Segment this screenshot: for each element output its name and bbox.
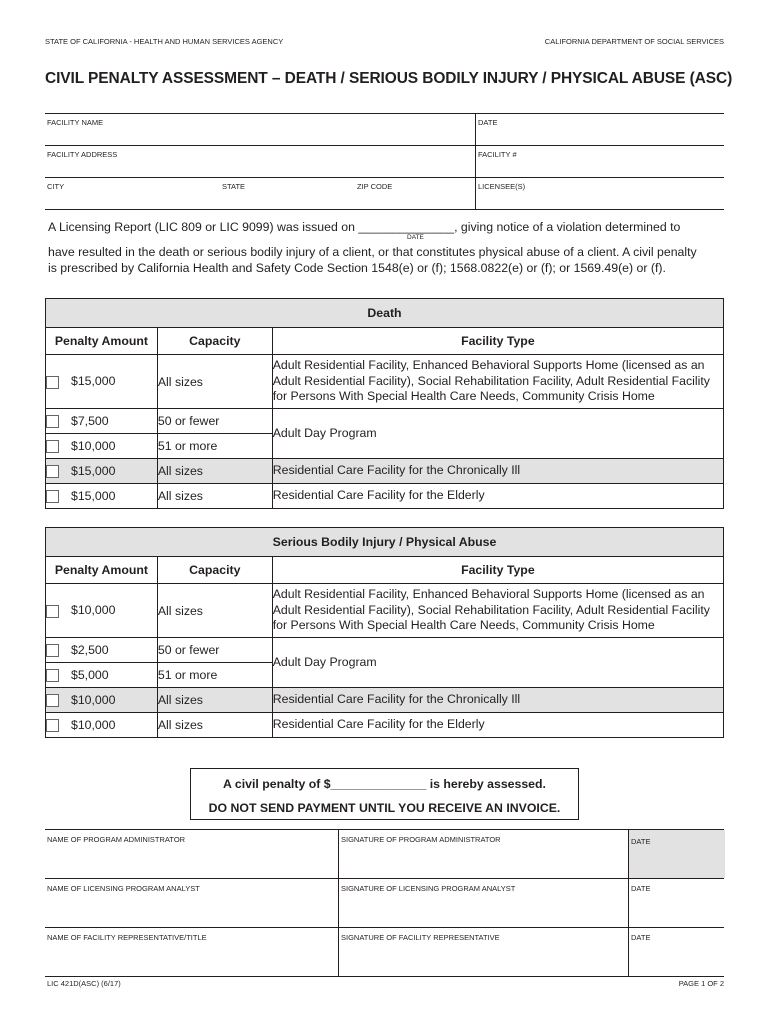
checkbox[interactable] <box>46 440 59 453</box>
column-header: Capacity <box>157 328 272 355</box>
page-title: CIVIL PENALTY ASSESSMENT – DEATH / SERIOUS BODILY INJURY / PHYSICAL ABUSE (ASC) <box>45 70 733 87</box>
facility-representative-date-field[interactable]: DATE <box>628 928 725 976</box>
form-id: LIC 421D(ASC) (6/17) <box>47 979 121 988</box>
state-field[interactable]: STATE <box>222 182 246 191</box>
table-row: $10,000 All sizes Residential Care Facility for the Elderly <box>46 713 724 738</box>
licensing-analyst-signature-field[interactable]: SIGNATURE OF LICENSING PROGRAM ANALYST <box>338 879 629 927</box>
notice-line-3: is prescribed by California Health and Safety Code Section 1548(e) or (f); 1568.0822(e) or (f); or 1569.49(e) or (f). <box>48 261 666 275</box>
table-row: $5,000 51 or more <box>46 663 724 688</box>
facility-name-field[interactable]: FACILITY NAME <box>47 118 104 127</box>
table-row: $10,000 All sizes Adult Residential Facility, Enhanced Behavioral Supports Home (licensed as an Adult Residential Facility), Social Rehabilitation Facility, Adult Residential Facility for Persons With Special Health Care Needs, Community Crisis Home <box>46 584 724 638</box>
checkbox[interactable] <box>46 465 59 478</box>
facility-address-field[interactable]: FACILITY ADDRESS <box>47 150 118 159</box>
licensee-field[interactable]: LICENSEE(S) <box>475 178 725 209</box>
table-caption: Death <box>46 299 724 328</box>
checkbox[interactable] <box>46 490 59 503</box>
checkbox[interactable] <box>46 669 59 682</box>
notice-line-2: have resulted in the death or serious bodily injury of a client, or that constitutes physical abuse of a client. A civil penalty <box>48 245 697 259</box>
checkbox[interactable] <box>46 376 59 389</box>
signature-block <box>45 829 724 977</box>
zip-field[interactable]: ZIP CODE <box>357 182 393 191</box>
table-row: $15,000 All sizes Adult Residential Facility, Enhanced Behavioral Supports Home (licensed as an Adult Residential Facility), Social Rehabilitation Facility, Adult Residential Facility for Persons With Special Health Care Needs, Community Crisis Home <box>46 355 724 409</box>
department-label: CALIFORNIA DEPARTMENT OF SOCIAL SERVICES <box>544 37 724 46</box>
checkbox[interactable] <box>46 415 59 428</box>
payment-notice: DO NOT SEND PAYMENT UNTIL YOU RECEIVE AN INVOICE. <box>208 801 561 815</box>
column-header: Facility Type <box>272 557 723 584</box>
checkbox[interactable] <box>46 694 59 707</box>
assessment-box <box>190 768 579 820</box>
program-administrator-date-field[interactable]: DATE <box>628 830 725 878</box>
column-header: Penalty Amount <box>46 328 158 355</box>
city-field[interactable]: CITY <box>47 182 65 191</box>
facility-number-field[interactable]: FACILITY # <box>475 146 725 177</box>
table-row: $15,000 All sizes Residential Care Facility for the Elderly <box>46 484 724 509</box>
table-row: $10,000 All sizes Residential Care Facility for the Chronically Ill <box>46 688 724 713</box>
assessment-amount-line[interactable]: A civil penalty of $______________ is hereby assessed. <box>223 777 546 791</box>
licensing-analyst-name-field[interactable]: NAME OF LICENSING PROGRAM ANALYST <box>47 884 200 893</box>
checkbox[interactable] <box>46 719 59 732</box>
table-row: $2,500 50 or fewer Adult Day Program <box>46 638 724 663</box>
table-row: $15,000 All sizes Residential Care Facility for the Chronically Ill <box>46 459 724 484</box>
notice-line-1: A Licensing Report (LIC 809 or LIC 9099) was issued on ______________, giving notice of a violation determined to <box>48 220 681 234</box>
table-row: $7,500 50 or fewer Adult Day Program <box>46 409 724 434</box>
table-row: $10,000 51 or more <box>46 434 724 459</box>
facility-representative-signature-field[interactable]: SIGNATURE OF FACILITY REPRESENTATIVE <box>338 928 629 976</box>
date-field[interactable]: DATE <box>475 114 725 145</box>
facility-fields <box>45 113 724 210</box>
page-number: PAGE 1 OF 2 <box>678 979 724 988</box>
facility-representative-name-field[interactable]: NAME OF FACILITY REPRESENTATIVE/TITLE <box>47 933 207 942</box>
column-header: Capacity <box>157 557 272 584</box>
program-administrator-signature-field[interactable]: SIGNATURE OF PROGRAM ADMINISTRATOR <box>338 830 629 878</box>
death-penalty-table <box>45 298 724 509</box>
column-header: Facility Type <box>272 328 723 355</box>
injury-penalty-table <box>45 527 724 738</box>
table-caption: Serious Bodily Injury / Physical Abuse <box>46 528 724 557</box>
date-caption: DATE <box>407 234 424 241</box>
column-header: Penalty Amount <box>46 557 158 584</box>
program-administrator-name-field[interactable]: NAME OF PROGRAM ADMINISTRATOR <box>47 835 186 844</box>
checkbox[interactable] <box>46 605 59 618</box>
agency-label: STATE OF CALIFORNIA - HEALTH AND HUMAN SERVICES AGENCY <box>45 37 284 46</box>
licensing-analyst-date-field[interactable]: DATE <box>628 879 725 927</box>
checkbox[interactable] <box>46 644 59 657</box>
